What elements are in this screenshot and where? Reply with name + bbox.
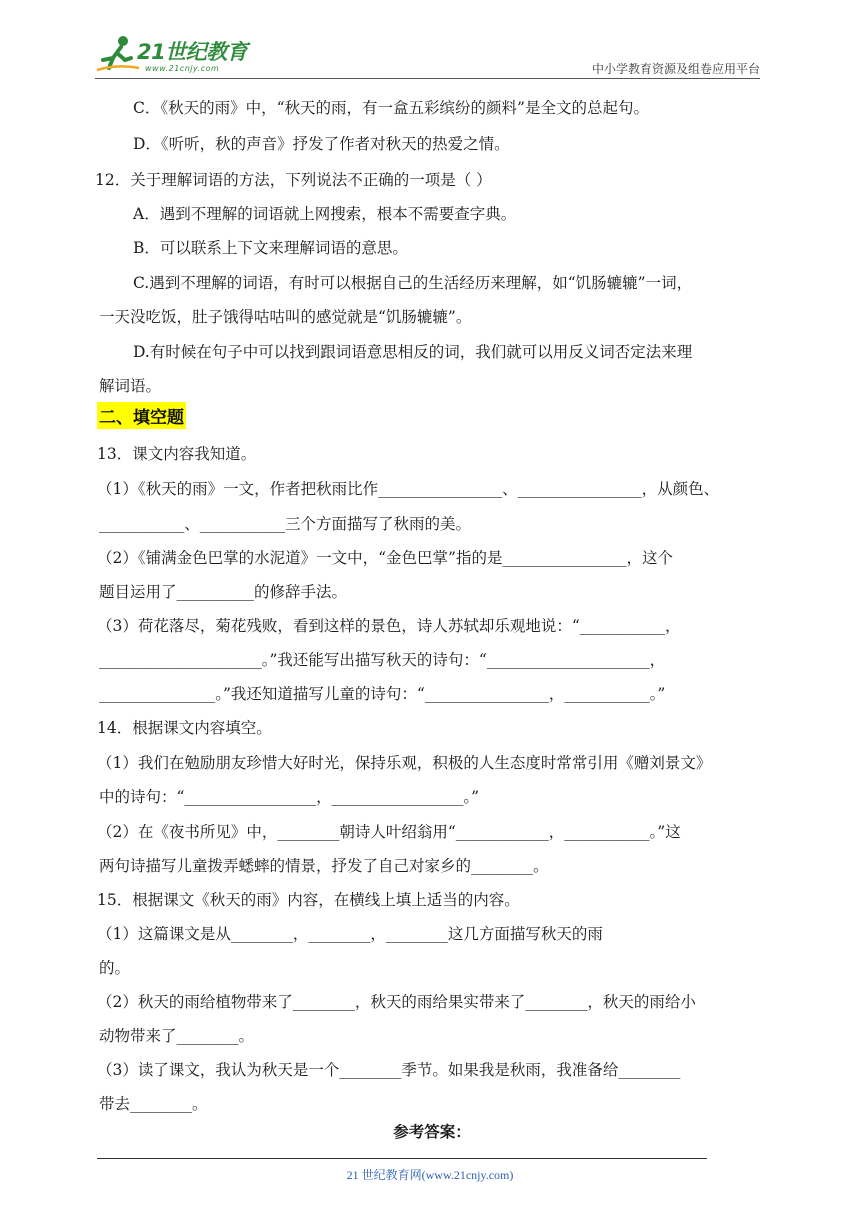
q12-option-c: C.遇到不理解的词语，有时可以根据自己的生活经历来理解，如“饥肠辘辘”一词，	[133, 274, 693, 292]
q14-part-1-cont: 中的诗句：“_________________，_________________。”	[99, 788, 480, 806]
q13-part-2: （2）《铺满金色巴掌的水泥道》一文中，“金色巴掌”指的是________________，这个	[97, 549, 673, 567]
q13-part-3-cont2: _______________。”我还知道描写儿童的诗句：“________________，___________。”	[99, 685, 666, 703]
q14-part-1: （1）我们在勉励朋友珍惜大好时光，保持乐观，积极的人生态度时常常引用《赠刘景文》	[97, 754, 712, 772]
q15-part-3: （3）读了课文，我认为秋天是一个________季节。如果我是秋雨，我准备给________	[97, 1061, 681, 1079]
logo-text: 21世纪教育	[137, 40, 248, 64]
q12-option-d-cont: 解词语。	[99, 377, 162, 395]
q12-option-d: D.有时候在句子中可以找到跟词语意思相反的词，我们就可以用反义词否定法来理	[133, 343, 693, 361]
q13-part-1-cont: ___________、___________三个方面描写了秋雨的美。	[99, 515, 472, 533]
q15-part-2: （2）秋天的雨给植物带来了________，秋天的雨给果实带来了________，秋天的雨给小	[97, 993, 696, 1011]
answer-heading: 参考答案：	[393, 1123, 471, 1141]
question-14: 14．根据课文内容填空。	[97, 719, 272, 737]
page-header	[95, 28, 760, 80]
question-15: 15．根据课文《秋天的雨》内容，在横线上填上适当的内容。	[97, 891, 520, 909]
q13-part-3: （3）荷花落尽，菊花残败，看到这样的景色，诗人苏轼却乐观地说：“___________，	[97, 617, 681, 635]
q14-part-2: （2）在《夜书所见》中，________朝诗人叶绍翁用“____________，___________。”这	[97, 823, 681, 841]
footer-divider	[97, 1158, 707, 1159]
q15-part-3-cont: 带去________。	[99, 1095, 208, 1113]
q13-part-2-cont: 题目运用了__________的修辞手法。	[99, 583, 348, 601]
question-13: 13．课文内容我知道。	[97, 445, 257, 463]
page-footer: 21 世纪教育网(www.21cnjy.com)	[346, 1168, 514, 1182]
q14-part-2-cont: 两句诗描写儿童拨弄蟋蟀的情景，抒发了自己对家乡的________。	[99, 857, 549, 875]
runner-logo-icon	[95, 34, 141, 74]
section-title: 二、填空题	[97, 402, 186, 429]
q13-part-3-cont1: _____________________。”我还能写出描写秋天的诗句：“_____________________，	[99, 651, 666, 669]
q15-part-1: （1）这篇课文是从________，________，________这几方面描写秋天的雨	[97, 925, 603, 943]
q12-option-b: B．可以联系上下文来理解词语的意思。	[133, 239, 408, 257]
q13-part-1: （1）《秋天的雨》一文，作者把秋雨比作________________、________________，从颜色、	[97, 480, 720, 498]
site-logo	[95, 34, 265, 74]
question-12: 12．关于理解词语的方法，下列说法不正确的一项是（ ）	[95, 171, 492, 189]
q12-option-a: A．遇到不理解的词语就上网搜索，根本不需要查字典。	[133, 205, 517, 223]
logo-url: www.21cnjy.com	[145, 64, 220, 73]
q12-option-c-cont: 一天没吃饭，肚子饿得咕咕叫的感觉就是“饥肠辘辘”。	[99, 308, 472, 326]
q15-part-1-cont: 的。	[99, 959, 131, 977]
platform-name: 中小学教育资源及组卷应用平台	[591, 62, 760, 76]
q15-part-2-cont: 动物带来了________。	[99, 1027, 255, 1045]
option-d-line: D．《听听，秋的声音》抒发了作者对秋天的热爱之情。	[133, 135, 510, 153]
header-divider	[95, 78, 760, 79]
option-c-line: C．《秋天的雨》中，“秋天的雨，有一盒五彩缤纷的颜料”是全文的总起句。	[133, 99, 649, 117]
